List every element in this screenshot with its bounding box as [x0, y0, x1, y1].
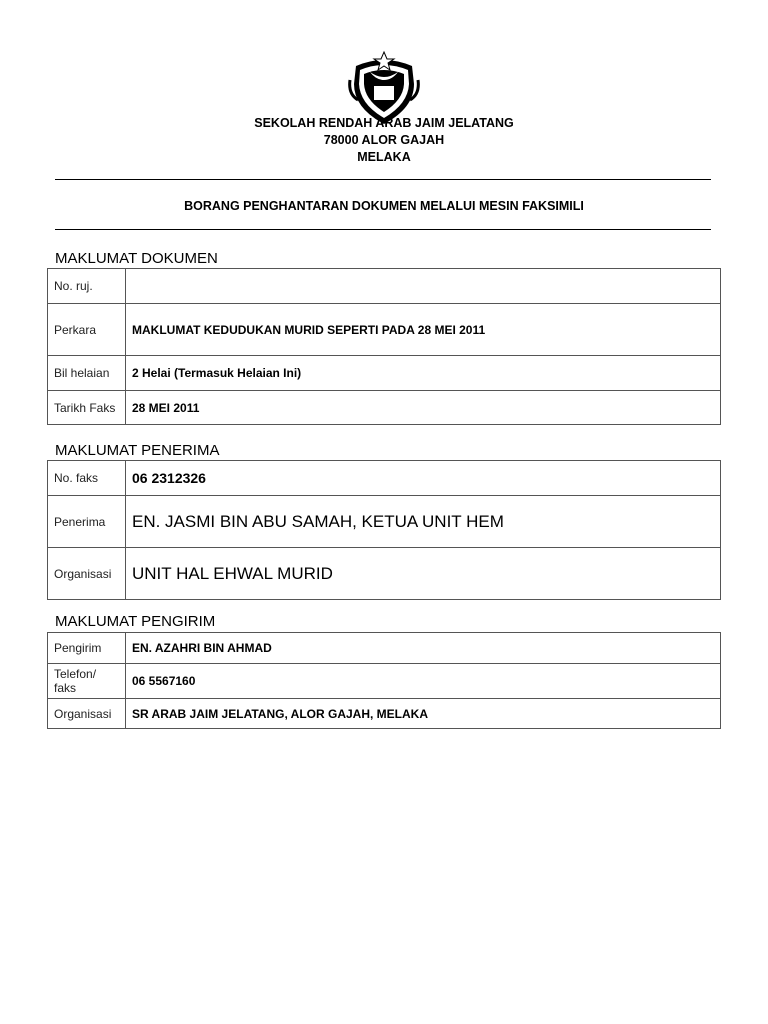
- table-row: [48, 356, 721, 391]
- section-title-pengirim: MAKLUMAT PENGIRIM: [55, 613, 216, 630]
- table-row: [48, 496, 721, 548]
- table-row: [48, 664, 721, 699]
- penerima-table: [47, 460, 721, 600]
- title-divider: [55, 229, 711, 230]
- row-label: Tarikh Faks: [48, 391, 126, 425]
- penerima-value: EN. JASMI BIN ABU SAMAH, KETUA UNIT HEM: [126, 496, 721, 548]
- table-row: [48, 391, 721, 425]
- school-name: SEKOLAH RENDAH ARAB JAIM JELATANG: [254, 116, 514, 130]
- dokumen-table: [47, 268, 721, 425]
- telefon-faks-value: 06 5567160: [126, 664, 721, 699]
- row-label: No. ruj.: [48, 269, 126, 304]
- row-label: Bil helaian: [48, 356, 126, 391]
- row-label: Penerima: [48, 496, 126, 548]
- perkara-value: MAKLUMAT KEDUDUKAN MURID SEPERTI PADA 28 MEI 2011: [126, 304, 721, 356]
- header-divider: [55, 179, 711, 180]
- school-state: MELAKA: [357, 150, 411, 164]
- bil-helaian-value: 2 Helai (Termasuk Helaian Ini): [126, 356, 721, 391]
- no-faks-value: 06 2312326: [126, 461, 721, 496]
- table-row: [48, 461, 721, 496]
- row-label: No. faks: [48, 461, 126, 496]
- table-row: [48, 304, 721, 356]
- table-row: [48, 269, 721, 304]
- row-label: Perkara: [48, 304, 126, 356]
- pengirim-table: [47, 632, 721, 729]
- row-label: Pengirim: [48, 633, 126, 664]
- tarikh-faks-value: 28 MEI 2011: [126, 391, 721, 425]
- table-row: [48, 633, 721, 664]
- table-row: [48, 548, 721, 600]
- table-row: [48, 699, 721, 729]
- row-label: Telefon/ faks: [48, 664, 126, 699]
- organisasi-penerima-value: UNIT HAL EHWAL MURID: [126, 548, 721, 600]
- section-title-dokumen: MAKLUMAT DOKUMEN: [55, 250, 218, 267]
- row-label: Organisasi: [48, 699, 126, 729]
- no-ruj-value: [126, 269, 721, 304]
- form-title: BORANG PENGHANTARAN DOKUMEN MELALUI MESIN FAKSIMILI: [184, 199, 584, 213]
- pengirim-value: EN. AZAHRI BIN AHMAD: [126, 633, 721, 664]
- school-postcode-town: 78000 ALOR GAJAH: [323, 133, 445, 147]
- organisasi-pengirim-value: SR ARAB JAIM JELATANG, ALOR GAJAH, MELAKA: [126, 699, 721, 729]
- row-label: Organisasi: [48, 548, 126, 600]
- section-title-penerima: MAKLUMAT PENERIMA: [55, 442, 220, 459]
